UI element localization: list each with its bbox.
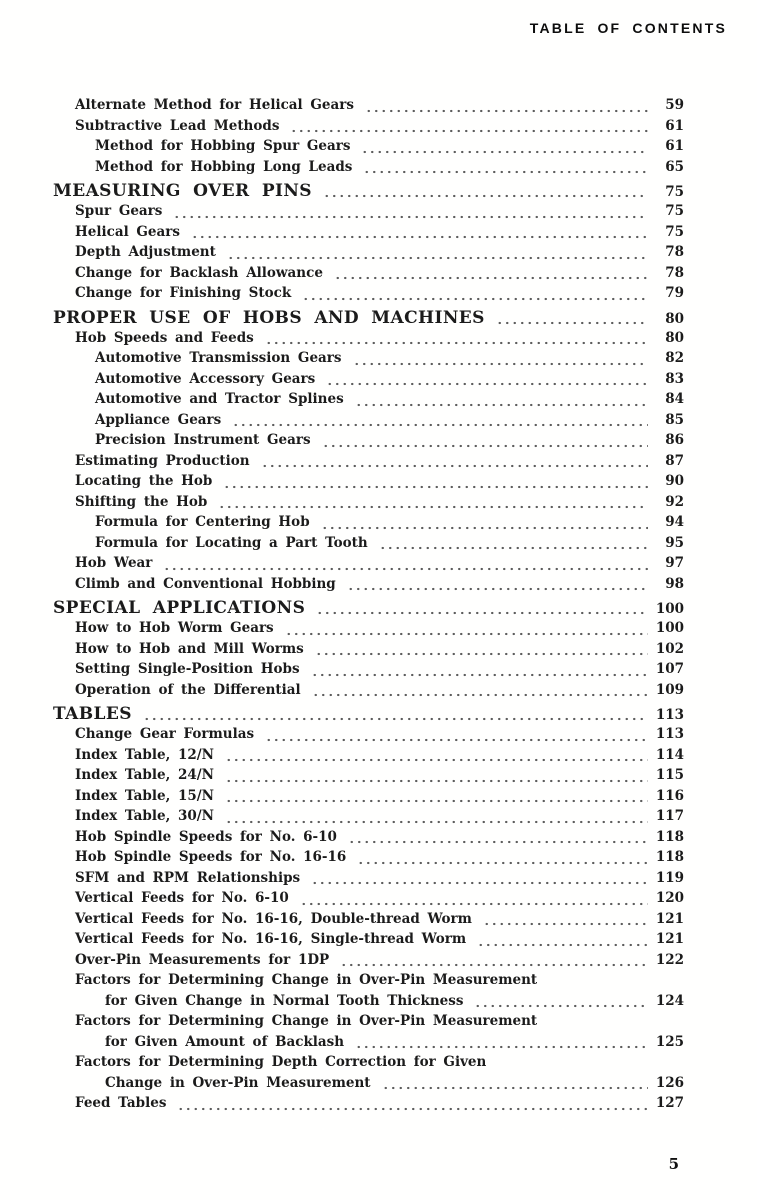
dot-leader	[141, 704, 648, 726]
toc-entry-row	[53, 224, 684, 245]
toc-entry-row	[53, 870, 684, 891]
toc-section-row	[53, 181, 684, 203]
toc-section-row	[53, 598, 684, 620]
toc-entry-line	[53, 285, 684, 306]
entry-page-number: 79	[665, 285, 684, 301]
dot-leader	[338, 952, 648, 973]
toc-entry-row	[53, 952, 684, 973]
dot-leader	[189, 224, 648, 245]
entry-label: Hob Spindle Speeds for No. 6-10	[75, 828, 337, 845]
toc-entry-row	[53, 1095, 684, 1116]
toc-entry-line	[53, 808, 684, 829]
entry-label-line1: Factors for Determining Change in Over-Pin Measurement	[75, 1013, 538, 1029]
entry-label: Vertical Feeds for No. 6-10	[75, 890, 289, 906]
dot-leader	[346, 829, 648, 850]
entry-page-number: 78	[665, 264, 684, 281]
toc-entry-row	[53, 911, 684, 932]
toc-entry-line	[53, 473, 684, 494]
toc-entry-line	[53, 1034, 684, 1055]
toc-entry-line	[53, 1095, 684, 1116]
entry-page-number: 61	[665, 138, 684, 154]
toc-entry-line	[53, 181, 684, 203]
dot-leader	[324, 371, 648, 392]
toc-entry-line	[53, 993, 684, 1014]
toc-entry-row	[53, 726, 684, 747]
entry-page-number: 122	[655, 951, 684, 968]
entry-label: for Given Amount of Backlash	[105, 1033, 345, 1050]
entry-page-number: 121	[655, 910, 684, 927]
toc-entry-row	[53, 285, 684, 306]
entry-label: Shifting the Hob	[75, 493, 208, 510]
entry-label: Appliance Gears	[95, 411, 222, 428]
entry-label: Change for Backlash Allowance	[75, 264, 323, 281]
toc-entry-line	[53, 849, 684, 870]
entry-label: Vertical Feeds for No. 16-16, Single-thread Worm	[75, 931, 467, 947]
entry-label: MEASURING OVER PINS	[53, 181, 312, 201]
toc-entry-line	[53, 620, 684, 641]
entry-page-number: 113	[655, 726, 684, 742]
entry-label: Method for Hobbing Long Leads	[95, 158, 353, 175]
entry-label: Setting Single-Position Hobs	[75, 661, 300, 677]
entry-page-number: 75	[665, 184, 684, 200]
toc-entry-line	[53, 308, 684, 330]
dot-leader	[298, 890, 648, 911]
dot-leader	[283, 620, 648, 641]
entry-page-number: 125	[655, 1033, 684, 1050]
entry-label: Vertical Feeds for No. 16-16, Double-thread Worm	[75, 910, 472, 927]
dot-leader	[310, 682, 648, 703]
entry-label: Automotive Transmission Gears	[95, 350, 342, 366]
entry-page-number: 127	[655, 1095, 684, 1111]
dot-leader	[225, 244, 648, 265]
entry-label: Hob Spindle Speeds for No. 16-16	[75, 849, 347, 865]
dot-leader	[361, 159, 648, 180]
entry-label: Index Table, 12/N	[75, 746, 215, 763]
toc-entry-row	[53, 412, 684, 433]
toc-entry-line	[53, 788, 684, 809]
toc-entry-row	[53, 829, 684, 850]
entry-page-number: 94	[665, 514, 684, 530]
toc-entry-line	[53, 432, 684, 453]
toc-entry-line	[53, 350, 684, 371]
toc-entry-line	[53, 661, 684, 682]
dot-leader	[359, 138, 648, 159]
entry-page-number: 59	[665, 97, 684, 113]
toc-entry-row	[53, 788, 684, 809]
dot-leader	[309, 661, 648, 682]
entry-page-number: 113	[655, 707, 684, 723]
entry-page-number: 121	[655, 931, 684, 947]
entry-label: Subtractive Lead Methods	[75, 117, 280, 134]
toc-entry-line	[53, 265, 684, 286]
toc-entry-row	[53, 265, 684, 286]
toc-entry-row	[53, 1013, 684, 1054]
entry-page-number: 95	[665, 534, 684, 551]
toc-entry-row	[53, 682, 684, 703]
entry-label: for Given Change in Normal Tooth Thickness	[105, 992, 464, 1009]
entry-label-line1: Factors for Determining Depth Correction for Given	[75, 1054, 487, 1070]
entry-page-number: 115	[655, 767, 684, 783]
dot-leader	[171, 203, 648, 224]
toc-entry-line	[53, 138, 684, 159]
toc-entry-line	[53, 704, 684, 726]
entry-label: How to Hob Worm Gears	[75, 620, 274, 636]
dot-leader	[472, 993, 648, 1014]
toc-entry-row	[53, 473, 684, 494]
dot-leader	[223, 767, 648, 788]
entry-page-number: 87	[665, 452, 684, 469]
entry-label: Change Gear Formulas	[75, 726, 255, 742]
dot-leader	[345, 576, 648, 597]
toc-entry-row	[53, 1054, 684, 1095]
toc-entry-row	[53, 350, 684, 371]
entry-label: Method for Hobbing Spur Gears	[95, 138, 351, 154]
toc-entry-line	[53, 1075, 684, 1096]
dot-leader	[175, 1095, 648, 1116]
entry-page-number: 90	[665, 473, 684, 489]
dot-leader	[380, 1075, 648, 1096]
dot-leader	[353, 391, 648, 412]
toc-entry-row	[53, 972, 684, 1013]
entry-page-number: 85	[665, 411, 684, 428]
entry-label: Hob Speeds and Feeds	[75, 329, 254, 346]
dot-leader	[223, 747, 648, 768]
dot-leader	[259, 453, 648, 474]
toc-entry-row	[53, 432, 684, 453]
entry-label: Precision Instrument Gears	[95, 432, 311, 448]
toc-entry-line	[53, 767, 684, 788]
entry-page-number: 109	[655, 681, 684, 698]
entry-label: Index Table, 24/N	[75, 767, 215, 783]
entry-page-number: 83	[665, 370, 684, 387]
toc-entry-row	[53, 453, 684, 474]
entry-page-number: 102	[655, 640, 684, 657]
toc-entry-line	[53, 159, 684, 180]
toc-entry-line	[53, 598, 684, 620]
entry-label: Operation of the Differential	[75, 681, 301, 698]
dot-leader	[223, 808, 648, 829]
toc-entry-line	[53, 371, 684, 392]
dot-leader	[475, 931, 648, 952]
toc-list	[53, 97, 684, 1116]
toc-entry-line	[53, 952, 684, 973]
dot-leader	[161, 555, 648, 576]
entry-label: Automotive Accessory Gears	[95, 370, 316, 387]
dot-leader	[332, 265, 648, 286]
dot-leader	[494, 308, 648, 330]
entry-label: Depth Adjustment	[75, 244, 216, 260]
dot-leader	[314, 598, 648, 620]
toc-entry-line	[53, 391, 684, 412]
dot-leader	[319, 514, 648, 535]
toc-entry-row	[53, 97, 684, 118]
entry-page-number: 61	[665, 117, 684, 134]
toc-entry-row	[53, 118, 684, 139]
dot-leader	[300, 285, 648, 306]
entry-page-number: 75	[665, 223, 684, 240]
toc-entry-row	[53, 330, 684, 351]
entry-label: Formula for Centering Hob	[95, 514, 310, 530]
toc-entry-line	[53, 453, 684, 474]
dot-leader	[221, 473, 648, 494]
entry-label: How to Hob and Mill Worms	[75, 640, 304, 657]
toc-entry-row	[53, 535, 684, 556]
toc-entry-row	[53, 849, 684, 870]
entry-label: Hob Wear	[75, 555, 153, 571]
toc-section-row	[53, 704, 684, 726]
dot-leader	[263, 726, 648, 747]
toc-entry-line	[53, 931, 684, 952]
dot-leader	[320, 432, 648, 453]
toc-entry-line	[53, 97, 684, 118]
entry-page-number: 116	[655, 787, 684, 804]
toc-entry-row	[53, 890, 684, 911]
entry-label: Helical Gears	[75, 223, 180, 240]
toc-entry-line	[53, 330, 684, 351]
entry-label: Over-Pin Measurements for 1DP	[75, 951, 330, 968]
toc-entry-row	[53, 555, 684, 576]
toc-entry-line	[53, 641, 684, 662]
entry-label: SPECIAL APPLICATIONS	[53, 598, 306, 618]
toc-entry-row	[53, 661, 684, 682]
entry-label: Change in Over-Pin Measurement	[105, 1074, 371, 1091]
entry-page-number: 80	[665, 310, 684, 327]
toc-entry-row	[53, 159, 684, 180]
entry-page-number: 117	[655, 808, 684, 824]
toc-entry-line	[53, 203, 684, 224]
toc-entry-row	[53, 138, 684, 159]
entry-label: Alternate Method for Helical Gears	[75, 97, 354, 113]
dot-leader	[288, 118, 648, 139]
entry-label: Estimating Production	[75, 452, 250, 469]
entry-page-number: 107	[655, 661, 684, 677]
dot-leader	[313, 641, 648, 662]
entry-page-number: 92	[665, 493, 684, 510]
dot-leader	[353, 1034, 648, 1055]
entry-page-number: 100	[655, 620, 684, 636]
entry-label-line1: Factors for Determining Change in Over-Pin Measurement	[75, 972, 538, 988]
toc-entry-row	[53, 931, 684, 952]
dot-leader	[263, 330, 648, 351]
dot-leader	[355, 849, 648, 870]
entry-label: Index Table, 15/N	[75, 787, 215, 804]
dot-leader	[230, 412, 648, 433]
dot-leader	[216, 494, 648, 515]
toc-entry-row	[53, 371, 684, 392]
folio-page-number: 5	[668, 1155, 679, 1173]
toc-section-row	[53, 308, 684, 330]
toc-entry-row	[53, 576, 684, 597]
toc-entry-row	[53, 514, 684, 535]
entry-page-number: 97	[665, 555, 684, 571]
toc-entry-row	[53, 767, 684, 788]
toc-entry-row	[53, 808, 684, 829]
toc-entry-line	[53, 829, 684, 850]
entry-label: Spur Gears	[75, 203, 163, 219]
entry-label: Index Table, 30/N	[75, 808, 215, 824]
toc-entry-line	[53, 747, 684, 768]
entry-page-number: 118	[655, 828, 684, 845]
toc-entry-line	[53, 244, 684, 265]
dot-leader	[309, 870, 648, 891]
entry-label: Climb and Conventional Hobbing	[75, 575, 336, 592]
entry-page-number: 86	[665, 432, 684, 448]
entry-label: SFM and RPM Relationships	[75, 869, 301, 886]
dot-leader	[223, 788, 648, 809]
toc-entry-line	[53, 224, 684, 245]
entry-label: TABLES	[53, 704, 132, 724]
toc-entry-row	[53, 620, 684, 641]
entry-page-number: 124	[655, 992, 684, 1009]
entry-page-number: 75	[665, 203, 684, 219]
entry-page-number: 80	[665, 329, 684, 346]
toc-entry-line	[53, 911, 684, 932]
entry-label: Feed Tables	[75, 1095, 167, 1111]
toc-entry-row	[53, 747, 684, 768]
entry-label: PROPER USE OF HOBS AND MACHINES	[53, 307, 485, 328]
entry-page-number: 120	[655, 890, 684, 906]
toc-entry-row	[53, 641, 684, 662]
entry-label: Locating the Hob	[75, 473, 213, 489]
entry-label: Change for Finishing Stock	[75, 285, 292, 301]
page-title: TABLE OF CONTENTS	[529, 20, 727, 36]
entry-label: Formula for Locating a Part Tooth	[95, 534, 368, 551]
toc-entry-line	[53, 494, 684, 515]
toc-entry-row	[53, 203, 684, 224]
entry-page-number: 65	[665, 158, 684, 175]
toc-entry-line	[53, 726, 684, 747]
toc-entry-line	[53, 412, 684, 433]
entry-page-number: 118	[655, 849, 684, 865]
entry-page-number: 100	[655, 601, 684, 617]
toc-entry-row	[53, 244, 684, 265]
toc-entry-line	[53, 890, 684, 911]
dot-leader	[351, 350, 649, 371]
entry-page-number: 84	[665, 391, 684, 407]
toc-entry-line	[53, 576, 684, 597]
entry-label: Automotive and Tractor Splines	[95, 391, 344, 407]
dot-leader	[481, 911, 648, 932]
toc-entry-row	[53, 494, 684, 515]
entry-page-number: 126	[655, 1074, 684, 1091]
toc-entry-line	[53, 870, 684, 891]
entry-page-number: 114	[655, 746, 684, 763]
toc-entry-line	[53, 682, 684, 703]
entry-page-number: 82	[665, 350, 684, 366]
entry-page-number: 98	[665, 575, 684, 592]
entry-page-number: 119	[655, 869, 684, 886]
dot-leader	[377, 535, 648, 556]
toc-entry-line	[53, 555, 684, 576]
toc-entry-line	[53, 118, 684, 139]
toc-entry-row	[53, 391, 684, 412]
dot-leader	[363, 97, 648, 118]
toc-entry-line	[53, 535, 684, 556]
entry-page-number: 78	[665, 244, 684, 260]
dot-leader	[321, 181, 648, 203]
toc-entry-line	[53, 514, 684, 535]
